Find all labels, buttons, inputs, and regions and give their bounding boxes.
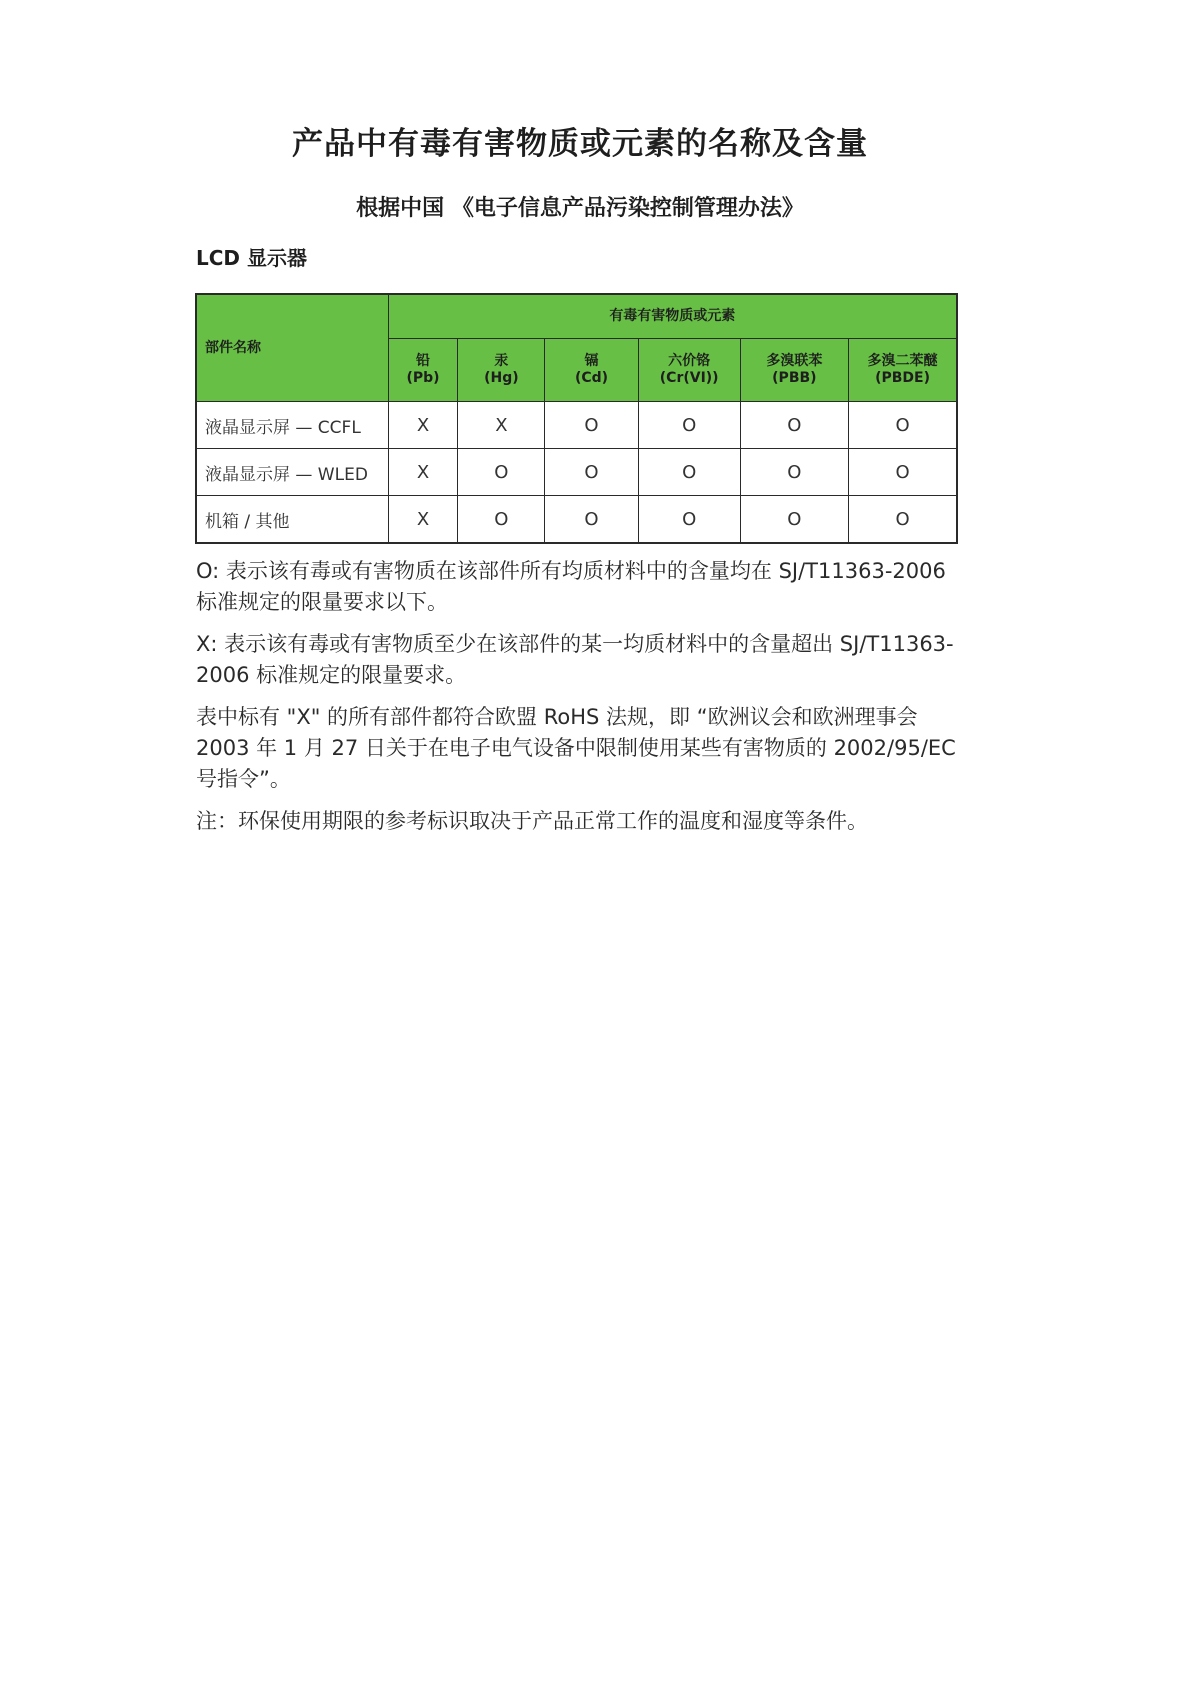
substance-status-cell: O <box>849 449 957 496</box>
element-header <box>458 339 545 402</box>
element-symbol: (Pb) <box>406 370 440 386</box>
substance-status-cell: O <box>638 402 740 449</box>
substance-status-cell: X <box>388 402 458 449</box>
part-name-cell: 液晶显示屏 — CCFL <box>196 402 388 449</box>
element-header <box>849 339 957 402</box>
substance-status-cell: X <box>458 402 545 449</box>
element-header <box>638 339 740 402</box>
element-header <box>740 339 848 402</box>
element-name: 镉 <box>584 353 599 369</box>
hazardous-substances-table <box>195 293 958 544</box>
substance-status-cell: X <box>388 496 458 544</box>
table-row <box>196 496 957 544</box>
substance-status-cell: O <box>740 449 848 496</box>
part-name-header: 部件名称 <box>196 294 388 402</box>
substance-status-cell: O <box>740 402 848 449</box>
element-name: 汞 <box>494 353 509 369</box>
element-header <box>545 339 638 402</box>
substance-status-cell: O <box>740 496 848 544</box>
note-paragraph: 注：环保使用期限的参考标识取决于产品正常工作的温度和湿度等条件。 <box>196 809 868 833</box>
substance-status-cell: O <box>638 496 740 544</box>
section-label: LCD 显示器 <box>196 246 307 270</box>
substance-status-cell: X <box>388 449 458 496</box>
note-paragraph: 表中标有 "X" 的所有部件都符合欧盟 RoHS 法规，即 “欧洲议会和欧洲理事会 2003 年 1 月 27 日关于在电子电气设备中限制使用某些有害物质的 2002/95/EC 号指令”。 <box>196 705 956 791</box>
element-name: 六价铬 <box>668 353 711 369</box>
element-name: 铅 <box>416 353 430 369</box>
element-symbol: (Cr(VI)) <box>659 370 719 386</box>
element-symbol: (PBB) <box>772 370 817 386</box>
element-symbol: (Cd) <box>574 370 609 386</box>
table-row <box>196 449 957 496</box>
page-title: 产品中有毒有害物质或元素的名称及含量 <box>292 126 868 162</box>
table-row <box>196 402 957 449</box>
element-name: 多溴二苯醚 <box>867 353 938 369</box>
element-symbol: (PBDE) <box>875 370 930 386</box>
substance-status-cell: O <box>545 402 638 449</box>
substance-status-cell: O <box>458 449 545 496</box>
substance-status-cell: O <box>849 402 957 449</box>
notes-section <box>196 556 966 848</box>
substance-status-cell: O <box>638 449 740 496</box>
substance-status-cell: O <box>849 496 957 544</box>
substances-group-header: 有毒有害物质或元素 <box>388 294 957 339</box>
element-name: 多溴联苯 <box>766 353 823 369</box>
note-paragraph: X: 表示该有毒或有害物质至少在该部件的某一均质材料中的含量超出 SJ/T11363-2006 标准规定的限量要求。 <box>196 632 954 687</box>
note-paragraph: O: 表示该有毒或有害物质在该部件所有均质材料中的含量均在 SJ/T11363-2006 标准规定的限量要求以下。 <box>196 559 946 614</box>
element-header <box>388 339 458 402</box>
substance-status-cell: O <box>545 496 638 544</box>
part-name-cell: 机箱 / 其他 <box>196 496 388 544</box>
substance-status-cell: O <box>458 496 545 544</box>
page-subtitle: 根据中国 《电子信息产品污染控制管理办法》 <box>356 196 804 221</box>
part-name-cell: 液晶显示屏 — WLED <box>196 449 388 496</box>
element-symbol: (Hg) <box>484 370 519 386</box>
substance-status-cell: O <box>545 449 638 496</box>
